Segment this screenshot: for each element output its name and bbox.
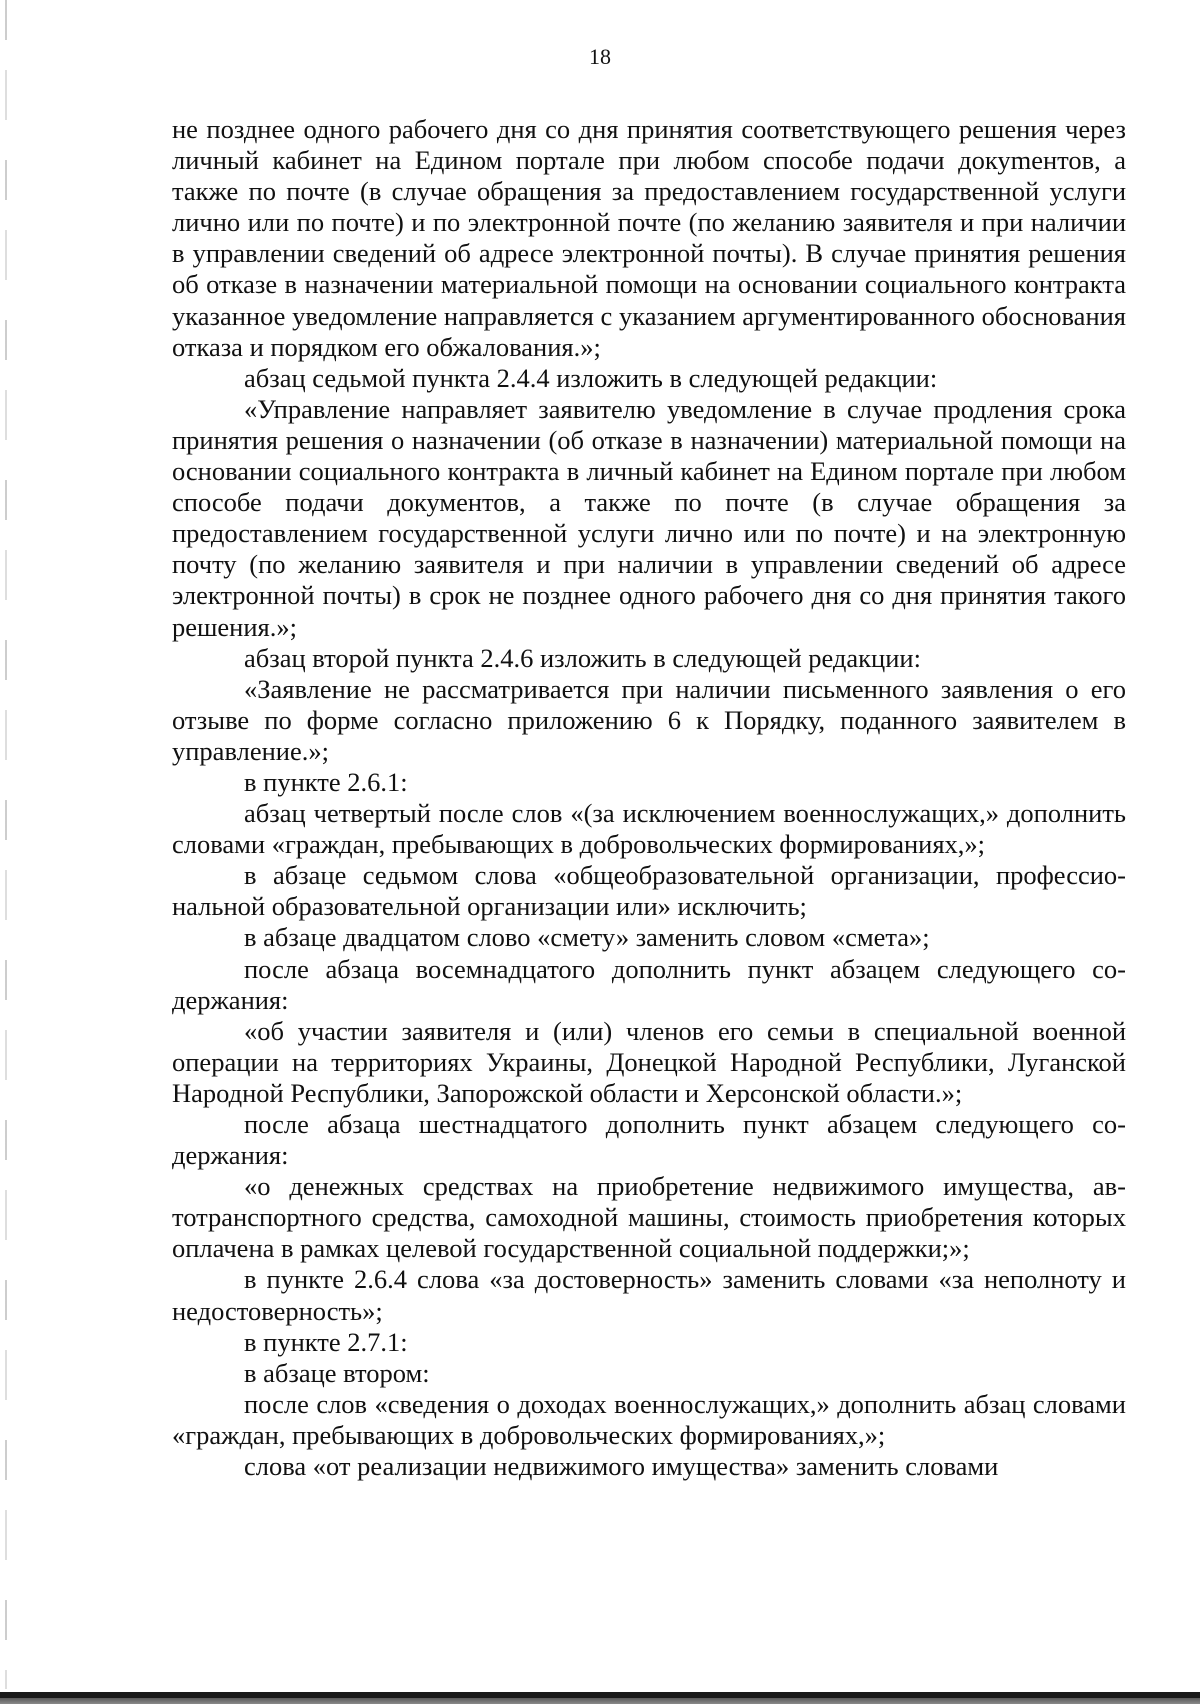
- paragraph: в абзаце втором:: [244, 1357, 430, 1388]
- paragraph: в абзаце двадцатом слово «смету» заменить словом «смета»;: [244, 922, 930, 953]
- document-body: [172, 114, 1126, 1482]
- paragraph: абзац седьмой пункта 2.4.4 изложить в следующей редакции:: [244, 362, 938, 393]
- paragraph: после абзаца восемнадцатого дополнить пункт абзацем следующего содержания:: [172, 953, 1126, 1015]
- paragraph: абзац четвертый после слов «(за исключением военнослужащих,» дополнить словами «граждан, пребывающих в добровольческих формированиях,»;: [172, 798, 1126, 860]
- paragraph: «Заявление не рассматривается при наличии письменного заявления о его отзыве по форме согласно приложению 6 к Порядку, поданного заявителем в управление.»;: [172, 673, 1126, 766]
- paragraph: «об участии заявителя и (или) членов его семьи в специальной военной операции на территориях Украины, Донецкой Народной Республики, Луганской Народной Республики, Запорожской области и Херсонской области.»;: [172, 1015, 1126, 1108]
- scan-bottom-edge: [0, 1689, 1200, 1704]
- paragraph: в абзаце седьмом слова «общеобразовательной организации, профессиональной образовательной организации или» исключить;: [172, 860, 1126, 922]
- page-number: 18: [589, 44, 611, 69]
- paragraph: «Управление направляет заявителю уведомление в случае продления срока принятия решения о назначении (об отказе в назначении) материальной помощи на основании социального контракта в личный кабинет на Едином портале при любом способе подачи документов, а также по почте (в случае обращения за предоставлением государственной услуги лично или по почте) и на электронную почту (по желанию заявителя и при наличии в управлении сведений об адресе электронной почты) в срок не позднее одного рабочего дня со дня принятия такого решения.»;: [172, 393, 1126, 642]
- paragraph: слова «от реализации недвижимого имущества» заменить словами: [244, 1451, 999, 1482]
- scan-left-edge: [5, 0, 7, 1704]
- paragraph: в пункте 2.6.4 слова «за достоверность» заменить словами «за неполноту и недостоверность»;: [172, 1264, 1126, 1326]
- paragraph: после слов «сведения о доходах военнослужащих,» дополнить абзац словами «граждан, пребывающих в добровольческих формированиях,»;: [172, 1388, 1126, 1450]
- paragraph: «о денежных средствах на приобретение недвижимого имущества, автотранспортного средства, самоходной машины, стоимость приобретения которых оплачена в рамках целевой государственной социальной поддержки;»;: [172, 1171, 1126, 1264]
- paragraph: после абзаца шестнадцатого дополнить пункт абзацем следующего содержания:: [172, 1109, 1126, 1171]
- paragraph: в пункте 2.6.1:: [244, 766, 408, 797]
- paragraph: не позднее одного рабочего дня со дня принятия соответствующего решения через личный кабинет на Едином портале при любом способе подачи докуmентов, а также по почте (в случае обращения за предоставлением государственной услуги лично или по почте) и по электронной почте (по желанию заявителя и при наличии в управлении сведений об адресе электронной почты). В случае принятия решения об отказе в назначении материальной помощи на основании социального контракта указанное уведомление направляется с указанием аргументированного обоснования отказа и порядком его обжалования.»;: [172, 114, 1126, 362]
- paragraph: абзац второй пункта 2.4.6 изложить в следующей редакции:: [244, 642, 921, 673]
- paragraph: в пункте 2.7.1:: [244, 1326, 408, 1357]
